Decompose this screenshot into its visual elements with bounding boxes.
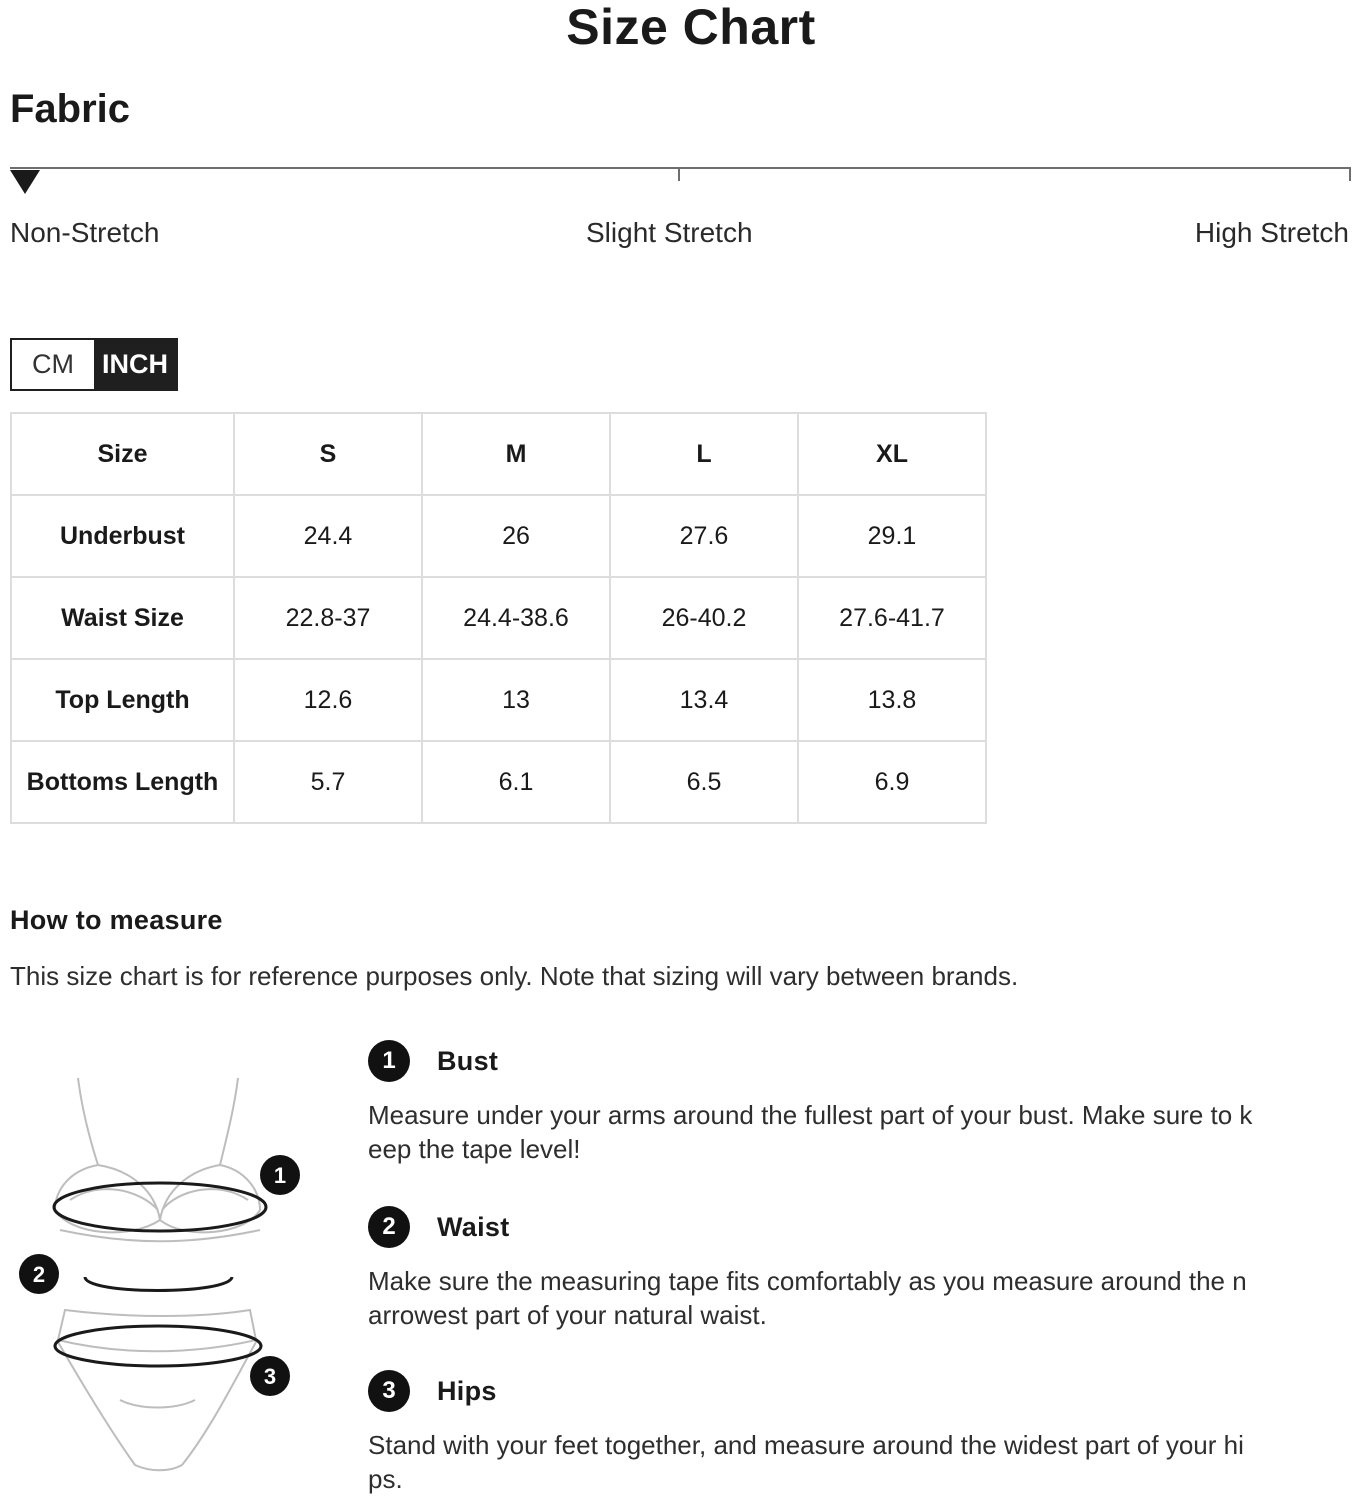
table-cell: 6.9 xyxy=(798,741,986,823)
table-cell: 5.7 xyxy=(234,741,422,823)
stretch-label-high: High Stretch xyxy=(1194,217,1349,248)
table-cell: 13.8 xyxy=(798,659,986,741)
step-title: Hips xyxy=(437,1375,497,1406)
stretch-scale-tick-mid xyxy=(678,167,680,181)
unit-cm-button[interactable]: CM xyxy=(12,340,94,389)
stretch-indicator-icon xyxy=(10,170,40,194)
step-text: Stand with your feet together, and measure around the widest part of your hips. xyxy=(368,1430,1244,1494)
svg-text:1: 1 xyxy=(273,1163,287,1188)
unit-inch-button[interactable]: INCH xyxy=(94,340,176,389)
table-cell: 13 xyxy=(422,659,610,741)
table-header-cell: S xyxy=(234,413,422,495)
table-row xyxy=(11,741,986,823)
step-text: Measure under your arms around the fullest part of your bust. Make sure to keep the tape level! xyxy=(368,1100,1253,1164)
table-cell: 27.6 xyxy=(610,495,798,577)
table-row xyxy=(11,577,986,659)
step-number-badge: 3 xyxy=(368,1370,410,1412)
table-cell: 26-40.2 xyxy=(610,577,798,659)
table-cell: 27.6-41.7 xyxy=(798,577,986,659)
table-header-cell: XL xyxy=(798,413,986,495)
table-cell: 13.4 xyxy=(610,659,798,741)
stretch-label-non: Non-Stretch xyxy=(10,217,160,248)
table-cell: 26 xyxy=(422,495,610,577)
table-cell: 24.4 xyxy=(234,495,422,577)
measure-step-waist xyxy=(368,1206,1258,1332)
marker-3-icon xyxy=(250,1356,290,1396)
table-row xyxy=(11,659,986,741)
stretch-scale-tick-end xyxy=(1349,167,1351,181)
table-cell: 22.8-37 xyxy=(234,577,422,659)
stretch-label-slight: Slight Stretch xyxy=(586,217,753,248)
stretch-scale-line xyxy=(10,167,1351,169)
table-cell: 6.5 xyxy=(610,741,798,823)
fabric-heading: Fabric xyxy=(10,87,131,131)
bikini-measure-illustration xyxy=(10,1070,310,1480)
table-cell: 6.1 xyxy=(422,741,610,823)
table-row-label: Bottoms Length xyxy=(11,741,234,823)
table-row-label: Top Length xyxy=(11,659,234,741)
svg-text:2: 2 xyxy=(32,1262,46,1287)
table-header-cell: Size xyxy=(11,413,234,495)
step-number-badge: 1 xyxy=(368,1040,410,1082)
step-number-badge: 2 xyxy=(368,1206,410,1248)
table-cell: 12.6 xyxy=(234,659,422,741)
table-cell: 24.4-38.6 xyxy=(422,577,610,659)
size-table xyxy=(10,412,987,824)
how-to-measure-description: This size chart is for reference purposes only. Note that sizing will vary between brands. xyxy=(10,961,1019,991)
table-row-label: Underbust xyxy=(11,495,234,577)
step-title: Bust xyxy=(437,1045,499,1076)
table-header-row xyxy=(11,413,986,495)
page-title: Size Chart xyxy=(566,0,816,55)
measure-step-bust xyxy=(368,1040,1258,1166)
marker-2-icon xyxy=(19,1254,59,1294)
step-text: Make sure the measuring tape fits comfortably as you measure around the narrowest part of your natural waist. xyxy=(368,1266,1247,1330)
svg-text:3: 3 xyxy=(263,1364,277,1389)
how-to-measure-heading: How to measure xyxy=(10,905,223,935)
step-title: Waist xyxy=(437,1211,510,1242)
measure-step-hips xyxy=(368,1370,1258,1496)
table-header-cell: L xyxy=(610,413,798,495)
table-cell: 29.1 xyxy=(798,495,986,577)
table-header-cell: M xyxy=(422,413,610,495)
marker-1-icon xyxy=(260,1155,300,1195)
table-row-label: Waist Size xyxy=(11,577,234,659)
unit-toggle xyxy=(10,338,178,391)
table-row xyxy=(11,495,986,577)
